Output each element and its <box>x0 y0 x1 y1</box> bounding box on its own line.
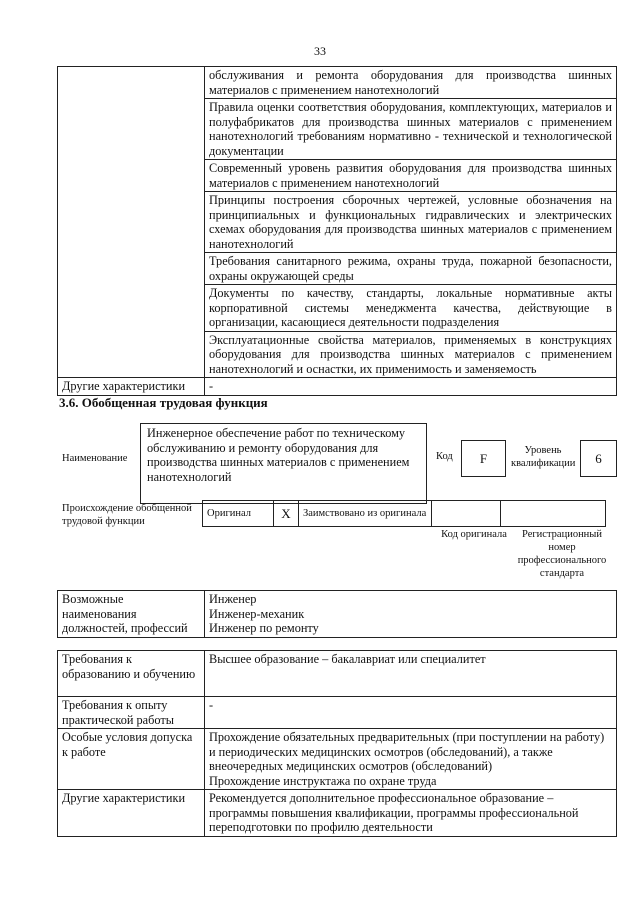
education-label: Требования к образованию и обучению <box>58 651 205 697</box>
borrowed-label: Заимствовано из оригинала <box>299 501 432 527</box>
positions-label: Возможные наименования должностей, профессий <box>58 591 205 638</box>
admission-label: Особые условия допуска к работе <box>58 729 205 790</box>
table-cell: Требования санитарного режима, охраны труда, пожарной безопасности, охраны окружающей среды <box>205 253 617 285</box>
requirements-table <box>57 650 617 837</box>
positions-table <box>57 590 617 638</box>
page-number: 33 <box>314 44 326 58</box>
experience-label: Требования к опыту практической работы <box>58 697 205 729</box>
code-label: Код <box>436 451 453 462</box>
table-cell: обслуживания и ремонта оборудования для производства шинных материалов с применением нанотехнологий <box>205 67 617 99</box>
code-original-label: Код оригинала <box>441 529 507 540</box>
table-row <box>58 729 617 790</box>
other-label: Другие характеристики <box>58 378 205 396</box>
admission-item: Прохождение инструктажа по охране труда <box>209 773 437 788</box>
table-row <box>58 591 617 638</box>
original-label: Оригинал <box>203 501 274 527</box>
origin-label: Происхождение обобщенной трудовой функции <box>62 503 192 527</box>
admission-value <box>205 729 617 790</box>
reg-number-cell <box>501 501 606 527</box>
positions-values <box>205 591 617 638</box>
table-cell: Современный уровень развития оборудования для производства шинных материалов с применением нанотехнологий <box>205 160 617 192</box>
name-label: Наименование <box>62 453 128 464</box>
origin-table <box>202 500 606 527</box>
table-row <box>58 790 617 837</box>
level-label: Уровень квалификации <box>511 445 576 469</box>
experience-value: - <box>205 697 617 729</box>
other-characteristics-label: Другие характеристики <box>58 790 205 837</box>
table-cell: Правила оценки соответствия оборудования, комплектующих, материалов и полуфабрикатов для производства шинных материалов с применением нанотехнологий требованиям нормативно - технической и технологической документации <box>205 99 617 160</box>
empty-label-cell <box>58 67 205 378</box>
code-original-cell <box>432 501 501 527</box>
table-row <box>58 67 617 99</box>
section-heading: 3.6. Обобщенная трудовая функция <box>59 395 268 410</box>
table-row <box>58 378 617 396</box>
table-cell: Документы по качеству, стандарты, локальные нормативные акты корпоративной системы менеджмента качества, действующие в организации, касающиеся деятельности подразделения <box>205 285 617 332</box>
level-value: 6 <box>580 440 617 477</box>
other-value: - <box>205 378 617 396</box>
original-mark: X <box>274 501 299 527</box>
position-item: Инженер-механик <box>209 606 305 621</box>
position-item: Инженер по ремонту <box>209 621 319 635</box>
table-cell: Эксплуатационные свойства материалов, применяемых в конструкциях оборудования для производства шинных материалов с применением нанотехнологий и оснастки, их применимость и заменяемость <box>205 331 617 378</box>
table-row <box>58 651 617 697</box>
function-name-field: Инженерное обеспечение работ по техническому обслуживанию и ремонту оборудования для производства шинных материалов с применением нанотехнологий <box>140 423 427 504</box>
table-cell: Принципы построения сборочных чертежей, условные обозначения на принципиальных и функциональных гидравлических и электрических схемах оборудования для производства шинных материалов с применением нанотехнологий <box>205 192 617 253</box>
position-item: Инженер <box>209 592 257 606</box>
code-value: F <box>461 440 506 477</box>
admission-item: Прохождение обязательных предварительных (при поступлении на работу) и периодических медицинских осмотров (обследований), а также внеочередных медицинских осмотров (обследований) <box>209 730 605 773</box>
knowledge-table <box>57 66 617 396</box>
education-value: Высшее образование – бакалавриат или специалитет <box>205 651 617 697</box>
other-characteristics-value: Рекомендуется дополнительное профессиональное образование – программы повышения квалификации, программы профессиональной переподготовки по профилю деятельности <box>205 790 617 837</box>
table-row <box>58 697 617 729</box>
reg-number-label: Регистрационный номер профессионального стандарта <box>517 529 607 579</box>
